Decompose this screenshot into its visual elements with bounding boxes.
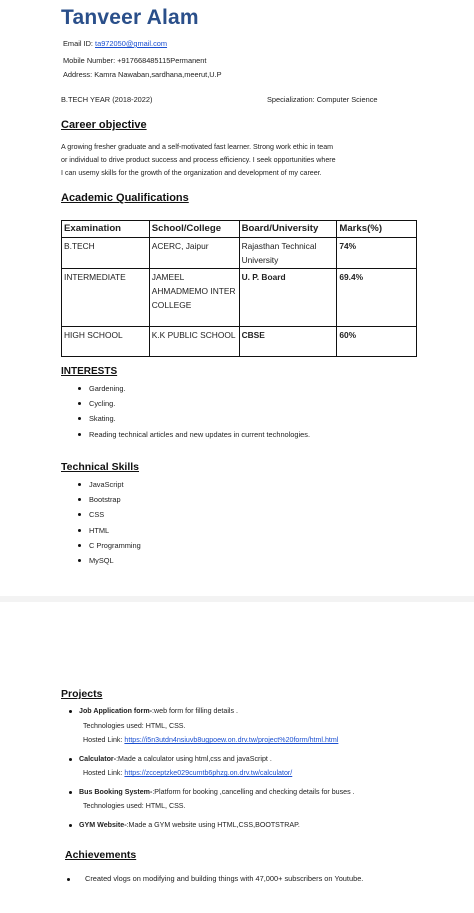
project-title: Job Application form- <box>79 707 153 715</box>
project-title: Bus Booking System- <box>79 787 153 796</box>
list-item: Skating. <box>61 411 310 426</box>
column-header: Examination <box>62 221 150 238</box>
career-objective-heading: Career objective <box>61 119 147 131</box>
link-label: Hosted Link: <box>83 736 125 744</box>
project-link-line <box>69 766 355 781</box>
page-separator <box>0 596 474 602</box>
email-link[interactable]: ta972050@gmail.com <box>95 39 168 48</box>
project-desc: :Platform for booking ,cancelling and checking details for buses . <box>152 787 355 796</box>
marks-cell: 74% <box>337 238 417 269</box>
list-item: CSS <box>61 507 141 522</box>
column-header: School/College <box>149 221 239 238</box>
list-item: Cycling. <box>61 396 310 411</box>
project-item <box>69 704 355 719</box>
exam-cell: HIGH SCHOOL <box>62 327 150 357</box>
school-cell: K.K PUBLIC SCHOOL <box>149 327 239 357</box>
list-item: HTML <box>61 523 141 538</box>
specialization-line: Specialization: Computer Science <box>267 95 378 104</box>
exam-cell: INTERMEDIATE <box>62 269 150 327</box>
list-item: C Programming <box>61 538 141 553</box>
interests-list <box>61 381 310 442</box>
board-cell: Rajasthan Technical University <box>239 238 337 269</box>
list-item: JavaScript <box>61 477 141 492</box>
table-row <box>62 238 417 269</box>
marks-cell: 60% <box>337 327 417 357</box>
project-tech: Technologies used: HTML, CSS. <box>83 802 186 810</box>
link-label: Hosted Link: <box>83 769 125 777</box>
career-line: A growing fresher graduate and a self-motivated fast learner. Strong work ethic in team <box>61 143 334 151</box>
degree-line: B.TECH YEAR (2018-2022) <box>61 95 153 104</box>
list-item: Reading technical articles and new updates in current technologies. <box>61 427 310 442</box>
career-objective-text <box>61 141 413 180</box>
candidate-name: Tanveer Alam <box>61 6 199 29</box>
career-line: I can usemy skills for the growth of the organization and development of my career. <box>61 169 322 177</box>
project-hosted-link[interactable]: https://zcceptzke029cumtb6phzg.on.drv.tw/calculator/ <box>124 769 293 777</box>
board-cell: U. P. Board <box>239 269 337 327</box>
school-cell: ACERC, Jaipur <box>149 238 239 269</box>
academic-heading: Academic Qualifications <box>61 192 189 204</box>
skills-list <box>61 477 141 568</box>
project-desc: :Made a calculator using html,css and javaScript . <box>116 754 272 763</box>
table-row <box>62 269 417 327</box>
project-title: Calculator- <box>79 754 117 763</box>
project-hosted-link[interactable]: https://i5n3utdn4nsiuvb8ugpoew.on.drv.tw/project%20form/html.html <box>124 736 339 744</box>
project-desc: :Made a GYM website using HTML,CSS,BOOTSTRAP. <box>126 820 300 829</box>
project-item <box>69 752 355 767</box>
achievement-item: Created vlogs on modifying and building things with 47,000+ subscribers on Youtube. <box>67 874 363 883</box>
column-header: Board/University <box>239 221 337 238</box>
achievements-heading: Achievements <box>65 849 137 861</box>
career-line: or individual to drive product success and process efficiency. I seek opportunities where <box>61 156 336 164</box>
address-line: Address: Kamra Nawaban,sardhana,meerut,U.P <box>63 70 222 79</box>
table-header-row <box>62 221 417 238</box>
projects-list <box>69 704 355 832</box>
project-link-line <box>69 733 355 748</box>
list-item: MySQL <box>61 553 141 568</box>
list-item: Gardening. <box>61 381 310 396</box>
email-label: Email ID: <box>63 39 96 48</box>
project-desc: :web form for filling details . <box>152 707 238 715</box>
project-item <box>69 818 355 833</box>
table-row <box>62 327 417 357</box>
school-cell: JAMEEL AHMADMEMO INTER COLLEGE <box>149 269 239 327</box>
mobile-line: Mobile Number: +917668485115Permanent <box>63 56 207 65</box>
project-title: GYM Website- <box>79 820 127 829</box>
list-item: Bootstrap <box>61 492 141 507</box>
project-item <box>69 785 355 800</box>
marks-cell: 69.4% <box>337 269 417 327</box>
qualifications-table <box>61 220 417 357</box>
technical-skills-heading: Technical Skills <box>61 461 140 473</box>
projects-heading: Projects <box>61 688 103 700</box>
exam-cell: B.TECH <box>62 238 150 269</box>
column-header: Marks(%) <box>337 221 417 238</box>
interests-heading: INTERESTS <box>61 366 118 377</box>
board-cell: CBSE <box>239 327 337 357</box>
email-line <box>63 39 167 48</box>
project-tech: Technologies used: HTML, CSS. <box>83 721 186 730</box>
